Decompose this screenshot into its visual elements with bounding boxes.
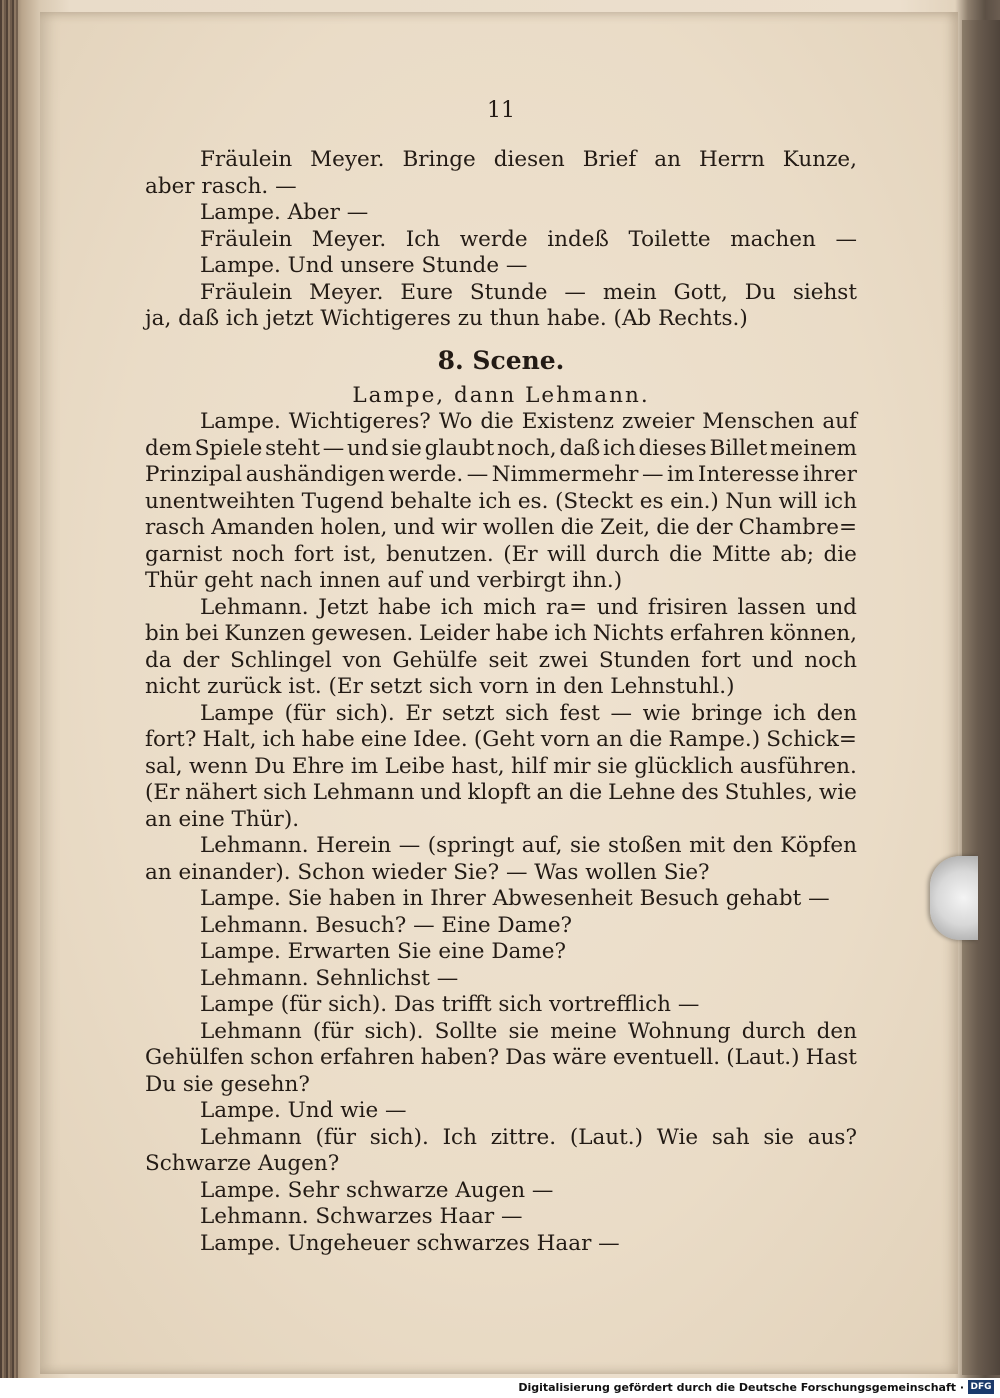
page-number: 11 — [487, 98, 515, 123]
text-line: Fräulein Meyer. Eure Stunde — mein Gott, Du siehst — [200, 279, 857, 305]
dialogue-block-1 — [145, 147, 857, 333]
scene-cast: Lampe, dann Lehmann. — [352, 382, 650, 408]
text-line: Lampe. Und wie — — [200, 1098, 407, 1123]
page-text — [145, 98, 857, 1257]
text-line: da der Schlingel von Gehülfe seit zwei Stunden fort und noch — [145, 647, 857, 673]
text-line: (Er nähert sich Lehmann und klopft an die Lehne des Stuhles, wie — [145, 780, 857, 805]
text-line: Lehmann. Schwarzes Haar — — [200, 1204, 523, 1229]
text-line: Lampe. Ungeheuer schwarzes Haar — — [200, 1230, 620, 1256]
text-line: Lampe (für sich). Er setzt sich fest — wie bringe ich den — [200, 700, 857, 726]
text-line: Schwarze Augen? — [145, 1151, 340, 1176]
text-line: Thür geht nach innen auf und verbirgt ihn.) — [145, 568, 623, 593]
footer-credit: Digitalisierung gefördert durch die Deutsche Forschungsgemeinschaft · — [518, 1381, 964, 1394]
text-line: aber rasch. — — [145, 173, 297, 199]
text-line: Lampe. Sie haben in Ihrer Abwesenheit Besuch gehabt — — [200, 886, 830, 911]
text-line: Lampe. Erwarten Sie eine Dame? — [200, 939, 567, 964]
text-line: Lampe. Sehr schwarze Augen — — [200, 1177, 554, 1203]
text-line: sal, wenn Du Ehre im Leibe hast, hilf mir sie glücklich ausführen. — [145, 753, 857, 779]
book-left-edge — [0, 0, 18, 1398]
text-line: garnist noch fort ist, benutzen. (Er will durch die Mitte ab; die — [145, 541, 857, 567]
scene-heading: 8. Scene. — [437, 345, 565, 375]
text-line: Gehülfen schon erfahren haben? Das wäre eventuell. (Laut.) Hast — [145, 1045, 857, 1070]
page-clip — [930, 856, 978, 940]
text-line: fort? Halt, ich habe eine Idee. (Geht vorn an die Rampe.) Schick= — [145, 727, 857, 752]
text-line: unentweihten Tugend behalte ich es. (Steckt es ein.) Nun will ich — [145, 488, 857, 514]
text-line: Lehmann (für sich). Ich zittre. (Laut.) Wie sah sie aus? — [200, 1124, 857, 1150]
text-line: rasch Amanden holen, und wir wollen die Zeit, die der Chambre= — [145, 515, 857, 540]
book-right-edge — [962, 20, 1000, 1375]
text-line: an eine Thür). — [145, 806, 300, 832]
text-line: Lampe (für sich). Das trifft sich vortrefflich — — [200, 992, 700, 1017]
text-line: Lehmann (für sich). Sollte sie meine Wohnung durch den — [200, 1018, 857, 1044]
text-line: bin bei Kunzen gewesen. Leider habe ich Nichts erfahren können, — [145, 621, 857, 646]
text-line: Fräulein Meyer. Ich werde indeß Toilette machen — — [200, 226, 857, 252]
text-line: Lehmann. Jetzt habe ich mich ra= und frisiren lassen und — [200, 594, 857, 620]
text-line: Du sie gesehn? — [145, 1071, 310, 1097]
text-line: ja, daß ich jetzt Wichtigeres zu thun habe. (Ab Rechts.) — [145, 306, 748, 331]
text-line: Lehmann. Herein — (springt auf, sie stoßen mit den Köpfen — [200, 833, 857, 858]
dfg-logo: DFG — [968, 1380, 994, 1394]
text-line: an einander). Schon wieder Sie? — Was wollen Sie? — [145, 859, 710, 885]
text-line: Lampe. Aber — — [200, 200, 369, 225]
text-line: Lampe. Wichtigeres? Wo die Existenz zweier Menschen auf — [200, 409, 857, 434]
text-line: nicht zurück ist. (Er setzt sich vorn in den Lehnstuhl.) — [145, 674, 735, 699]
dialogue-block-2 — [145, 409, 857, 1257]
text-line: Lampe. Und unsere Stunde — — [200, 253, 528, 278]
text-line: Fräulein Meyer. Bringe diesen Brief an Herrn Kunze, — [200, 147, 857, 172]
text-line: dem Spiele steht — und sie glaubt noch, daß ich dieses Billet meinem — [145, 435, 857, 461]
text-line: Prinzipal aushändigen werde. — Nimmermehr — im Interesse ihrer — [145, 462, 857, 487]
text-line: Lehmann. Sehnlichst — — [200, 965, 459, 991]
text-line: Lehmann. Besuch? — Eine Dame? — [200, 912, 573, 938]
